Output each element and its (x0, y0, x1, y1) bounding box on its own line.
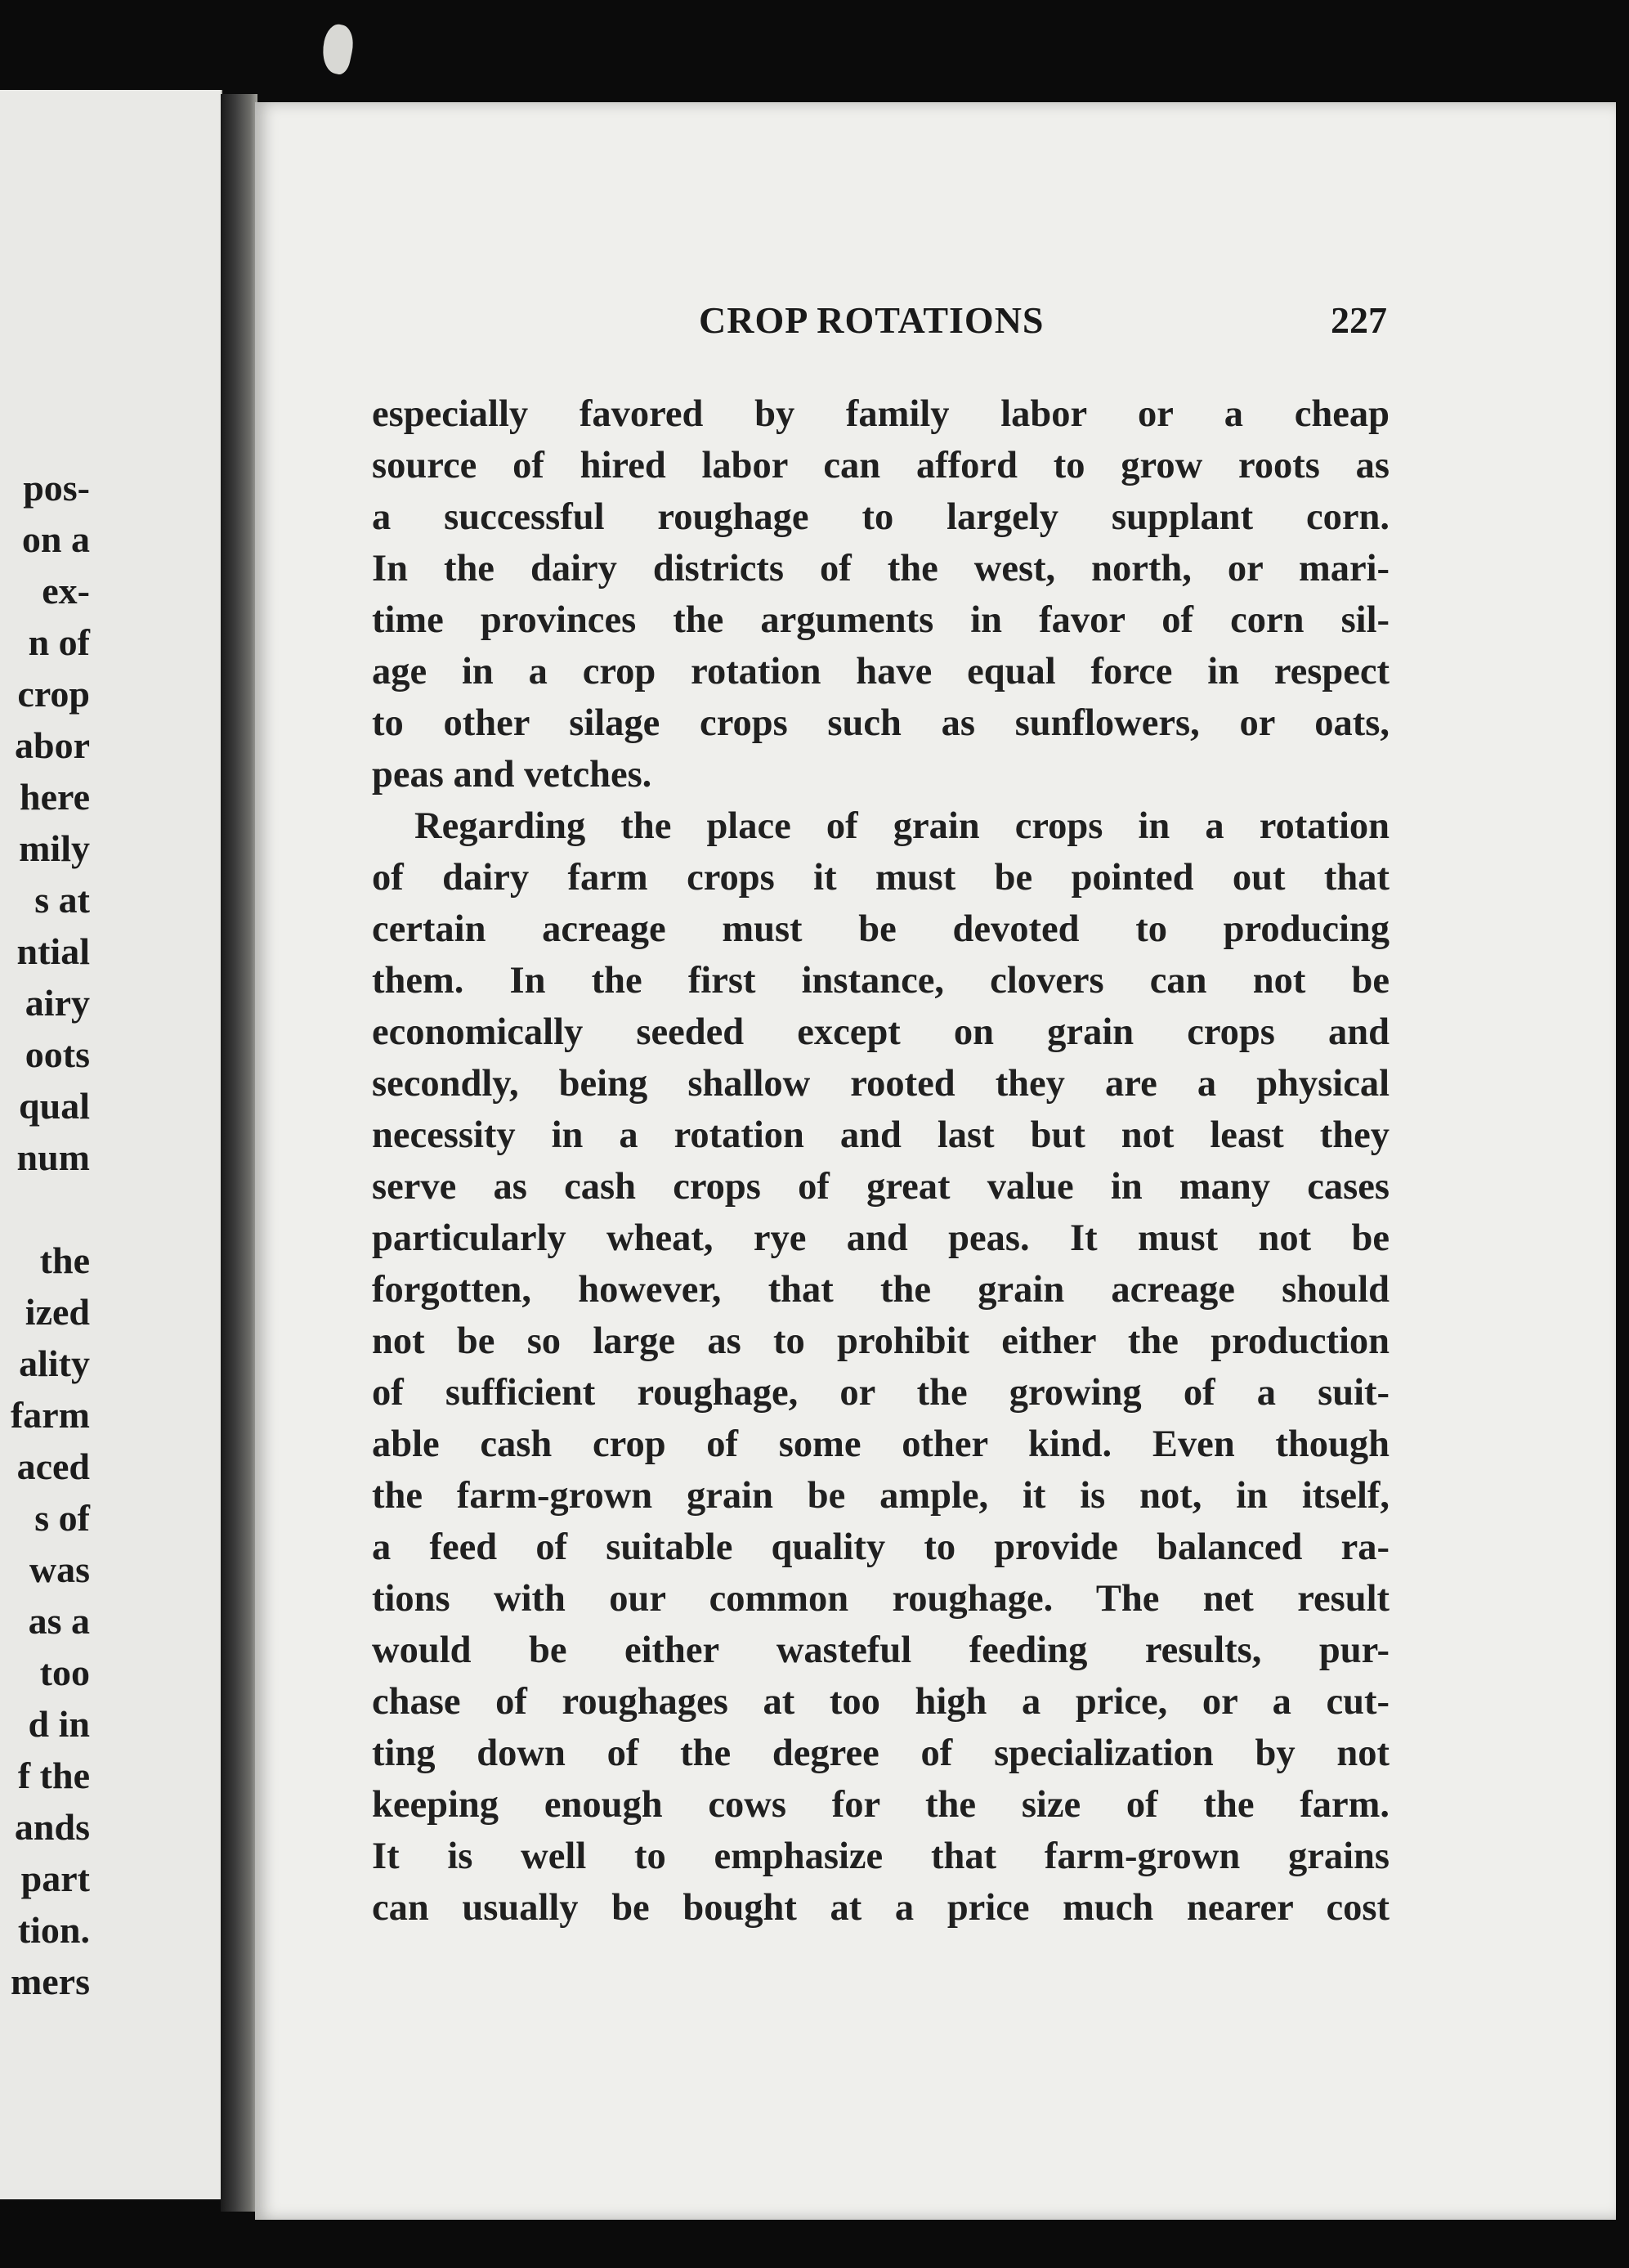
scan-artifact (318, 22, 357, 76)
text-line: the farm-grown grain be ample, it is not, in itself, (372, 1475, 1390, 1517)
left-fragment: on a (21, 518, 90, 560)
text-line: forgotten, however, that the grain acreage should (372, 1269, 1390, 1311)
text-line: necessity in a rotation and last but not least they (372, 1114, 1390, 1156)
text-line: can usually be bought at a price much nearer cost (372, 1887, 1390, 1929)
left-fragment: airy (25, 982, 90, 1024)
text-line: tions with our common roughage. The net result (372, 1578, 1390, 1620)
text-line: In the dairy districts of the west, north, or mari- (372, 548, 1390, 589)
text-line: would be either wasteful feeding results, pur- (372, 1629, 1390, 1671)
left-fragment: the (39, 1239, 90, 1281)
left-facing-page (0, 90, 222, 2199)
text-line: ting down of the degree of specialization by not (372, 1732, 1390, 1774)
left-fragment: ntial (16, 930, 90, 972)
text-line: It is well to emphasize that farm-grown grains (372, 1835, 1390, 1877)
text-line: a successful roughage to largely supplant corn. (372, 496, 1390, 538)
left-fragment: mily (19, 827, 90, 869)
left-fragment: ands (14, 1806, 90, 1848)
text-line: chase of roughages at too high a price, or a cut- (372, 1681, 1390, 1723)
left-fragment: f the (17, 1755, 90, 1796)
page-number: 227 (1331, 299, 1387, 341)
text-line: particularly wheat, rye and peas. It must not be (372, 1217, 1390, 1259)
body-text (372, 388, 1390, 1934)
text-line: peas and vetches. (372, 754, 652, 796)
left-fragment: farm (10, 1394, 90, 1436)
text-line: of sufficient roughage, or the growing of a suit- (372, 1372, 1390, 1414)
text-line: able cash crop of some other kind. Even though (372, 1423, 1390, 1465)
left-fragment: as a (28, 1600, 90, 1642)
text-line: them. In the first instance, clovers can not be (372, 960, 1390, 1002)
left-fragment: tion. (17, 1909, 90, 1951)
left-fragment: aced (16, 1446, 90, 1487)
left-fragment: ized (25, 1291, 90, 1333)
text-line: keeping enough cows for the size of the farm. (372, 1784, 1390, 1826)
text-line: Regarding the place of grain crops in a rotation (414, 805, 1390, 847)
left-fragment: abor (15, 724, 90, 766)
left-fragment: too (39, 1652, 90, 1693)
running-head: CROP ROTATIONS (699, 299, 1045, 341)
text-line: a feed of suitable quality to provide balanced ra- (372, 1526, 1390, 1568)
text-line: time provinces the arguments in favor of corn sil- (372, 599, 1390, 641)
left-fragment: n of (28, 621, 90, 663)
text-line: of dairy farm crops it must be pointed out that (372, 857, 1390, 899)
text-line: source of hired labor can afford to grow roots as (372, 445, 1390, 486)
left-fragment: s at (34, 879, 90, 921)
book-gutter (221, 94, 257, 2212)
text-line: not be so large as to prohibit either the production (372, 1320, 1390, 1362)
left-fragment: num (16, 1136, 90, 1178)
left-fragment: d in (28, 1703, 90, 1745)
left-page-text-fragments (0, 462, 90, 2007)
text-line: to other silage crops such as sunflowers, or oats, (372, 702, 1390, 744)
text-line: serve as cash crops of great value in many cases (372, 1166, 1390, 1208)
left-fragment: ality (19, 1342, 90, 1384)
left-fragment: here (19, 776, 90, 818)
text-line: certain acreage must be devoted to producing (372, 908, 1390, 950)
left-fragment: s of (34, 1497, 90, 1539)
text-line: especially favored by family labor or a cheap (372, 393, 1390, 435)
left-fragment: oots (25, 1033, 90, 1075)
text-line: secondly, being shallow rooted they are a physical (372, 1063, 1390, 1105)
left-fragment: was (29, 1549, 90, 1590)
left-fragment: qual (19, 1085, 90, 1127)
left-fragment: mers (10, 1961, 90, 2002)
left-fragment: ex- (42, 570, 90, 612)
left-fragment: crop (17, 673, 90, 715)
left-fragment: pos- (23, 467, 90, 509)
text-line: age in a crop rotation have equal force in respect (372, 651, 1390, 693)
text-line: economically seeded except on grain crops and (372, 1011, 1390, 1053)
left-fragment-gap (0, 1183, 90, 1235)
left-fragment: part (20, 1858, 90, 1899)
